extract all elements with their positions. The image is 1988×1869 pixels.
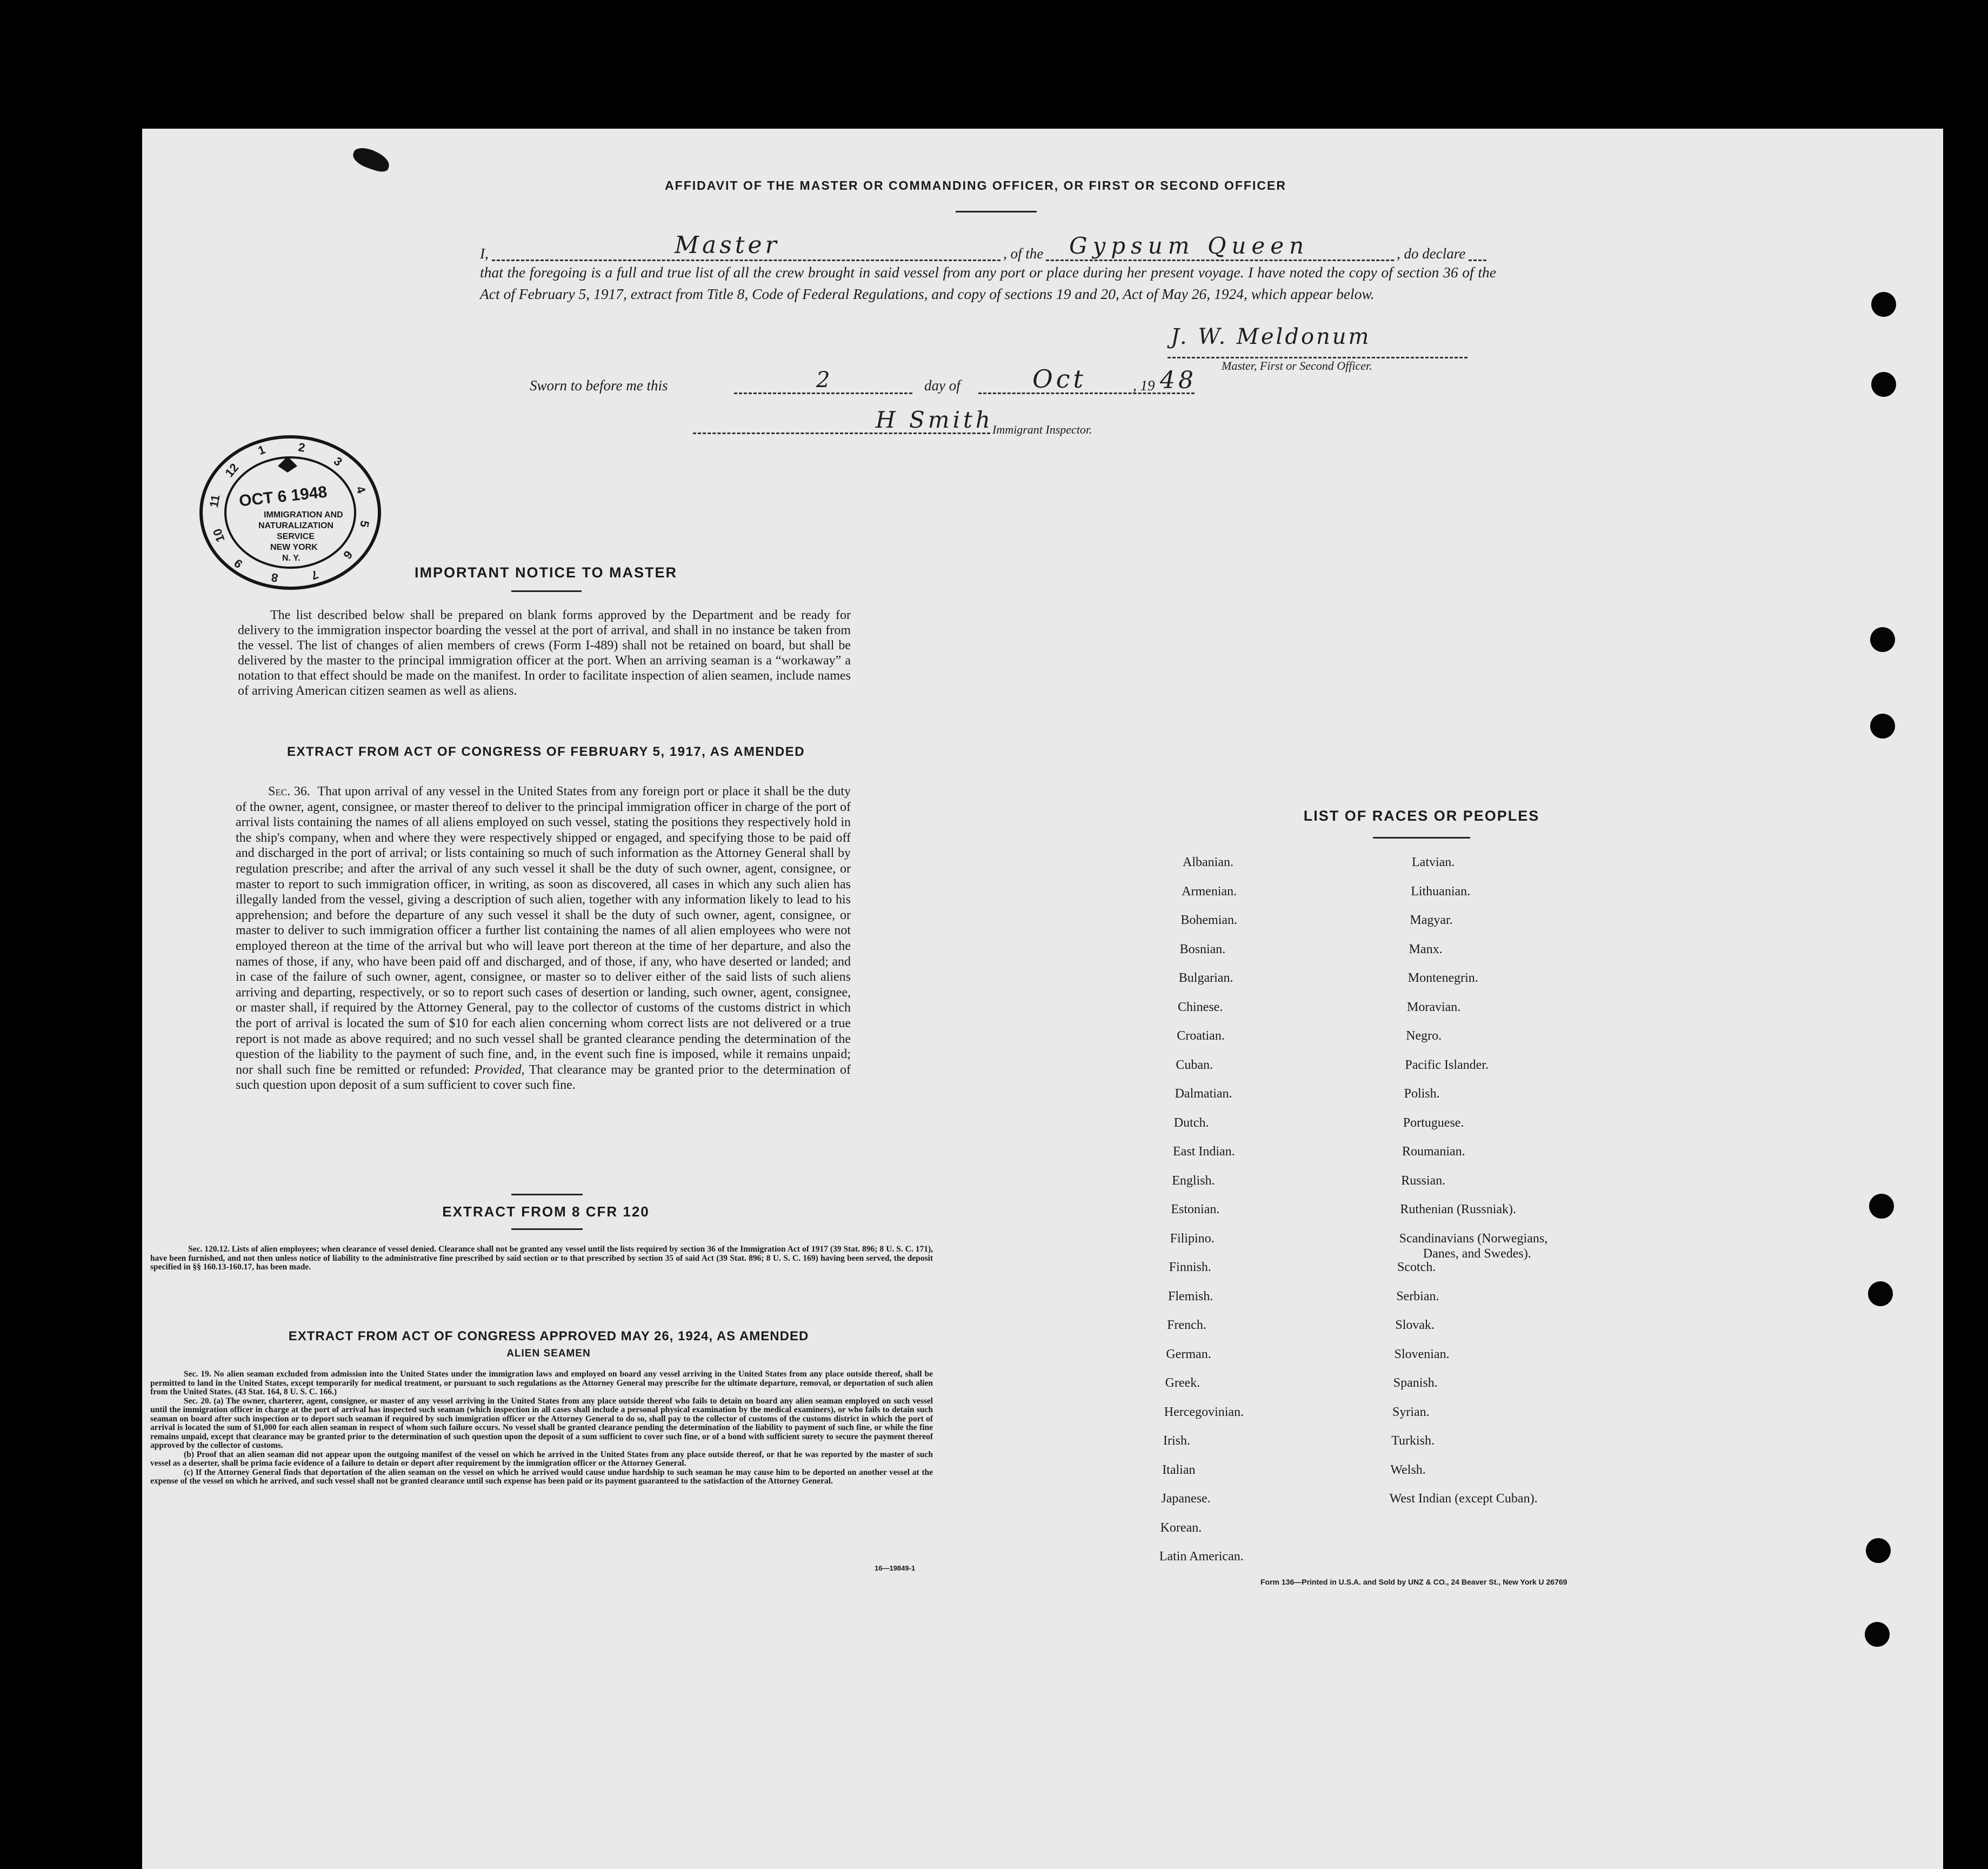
stamp-ring-number: 7 xyxy=(309,567,321,582)
punch-hole xyxy=(1865,1622,1890,1647)
sec-20b-text: (b) Proof that an alien seaman did not appear upon the outgoing manifest of the vessel on which he arrived in the United States from any place outside thereof, or that he was reported by the master of such vessel as a deserter, shall be prima facie evidence of a failure to detain or deport after requirement by the immigration officer or the Attorney General. xyxy=(150,1449,933,1468)
signature-caption: Master, First or Second Officer. xyxy=(1222,359,1372,373)
title-rule xyxy=(956,211,1037,212)
race-item: Russian. xyxy=(1401,1173,1446,1188)
race-item: Italian xyxy=(1162,1462,1196,1477)
race-item: Slovenian. xyxy=(1394,1347,1450,1361)
notice-rule xyxy=(511,590,582,592)
punch-hole xyxy=(1871,292,1896,317)
month-handwriting: Oct xyxy=(1032,364,1086,394)
race-item: Korean. xyxy=(1160,1520,1202,1535)
race-item: Flemish. xyxy=(1168,1289,1213,1303)
race-item: Latin American. xyxy=(1159,1549,1244,1564)
stamp-ring-number: 8 xyxy=(270,570,279,586)
form-code: 16—19849-1 xyxy=(875,1564,916,1572)
stamp-ring-number: 10 xyxy=(210,527,228,544)
of-the-label: , of the xyxy=(1001,245,1045,262)
stamp-line2: NATURALIZATION xyxy=(258,521,333,530)
notice-title: IMPORTANT NOTICE TO MASTER xyxy=(415,564,677,581)
i-label: I, xyxy=(480,245,489,262)
stamp-line3: SERVICE xyxy=(277,532,315,541)
race-item: Turkish. xyxy=(1391,1434,1435,1448)
cfr-title: EXTRACT FROM 8 CFR 120 xyxy=(442,1203,650,1220)
race-item: Lithuanian. xyxy=(1411,884,1471,899)
stamp-ring-number: 4 xyxy=(353,484,369,496)
extract-1924-text xyxy=(150,1370,933,1486)
race-item: Polish. xyxy=(1404,1087,1440,1101)
race-item: Welsh. xyxy=(1390,1462,1426,1477)
inspector-caption: Immigrant Inspector. xyxy=(992,423,1092,436)
race-item: Scotch. xyxy=(1397,1260,1436,1274)
race-item: Syrian. xyxy=(1392,1405,1430,1419)
punch-hole xyxy=(1871,372,1896,397)
race-item: French. xyxy=(1167,1318,1206,1332)
sec-20c-text: (c) If the Attorney General finds that deportation of the alien seaman on the vessel on which he arrived would cause undue hardship to such seaman he may cause him to be deported on another vessel at the expense of the vessel on which he arrived, and such vessel shall not be granted clearance until such expense has been paid or its payment guaranteed to the satisfaction of the Attorney General. xyxy=(150,1467,933,1486)
cfr-rule xyxy=(511,1228,583,1230)
sec-20a-text: Sec. 20. (a) The owner, charterer, agent, consignee, or master of any vessel arriving in the United States from any place outside thereof who fails to detain on board any alien seaman employed on such vessel until the immigration officer in charge at the port of arrival has inspected such seaman (which inspection in all cases shall include a personal physical examination by the medical examiners), or who fails to detain such seaman on board after such inspection or to deport such seaman if required by such immigration officer or the Attorney General to do so, shall pay to the collector of customs of the customs district in which the port of arrival is located the sum of $1,000 for each alien seaman in respect of whom such failure occurs. No vessel shall be granted clearance pending the determination of the liability to payment of such fine, or while the fine remains unpaid, except that clearance may be granted prior to the determination of such question upon the deposit of a sum sufficient to cover such fine, or of a bond with sufficient surety to secure the payment thereof approved by the collector of customs. xyxy=(150,1396,933,1450)
provided-word: Provided, xyxy=(474,1062,525,1077)
stamp-ring-number: 9 xyxy=(231,556,245,571)
year-handwriting: 48 xyxy=(1160,367,1197,394)
race-item: Estonian. xyxy=(1171,1202,1220,1216)
races-rule xyxy=(1373,837,1470,839)
race-item: Hercegovinian. xyxy=(1164,1405,1244,1419)
race-item: Bulgarian. xyxy=(1178,971,1233,985)
stamp-line1: IMMIGRATION AND xyxy=(264,510,343,520)
extract-1917-text xyxy=(236,784,851,1093)
race-item: Negro. xyxy=(1406,1029,1442,1043)
sworn-line xyxy=(530,364,1222,403)
race-item: Bosnian. xyxy=(1179,942,1226,956)
declare-label: , do declare xyxy=(1395,245,1467,262)
race-item: Moravian. xyxy=(1407,1000,1461,1014)
race-item: Slovak. xyxy=(1395,1318,1435,1332)
race-item: English. xyxy=(1172,1173,1215,1188)
affidavit-line1 xyxy=(480,232,1496,265)
name-blank xyxy=(492,244,1486,261)
race-item: Filipino. xyxy=(1170,1231,1215,1246)
stamp-ring-number: 1 xyxy=(256,443,267,458)
race-item: East Indian. xyxy=(1173,1145,1235,1159)
races-title: LIST OF RACES OR PEOPLES xyxy=(1303,808,1540,824)
race-item: Roumanian. xyxy=(1402,1145,1465,1159)
race-item: West Indian (except Cuban). xyxy=(1389,1492,1538,1506)
race-item: Finnish. xyxy=(1169,1260,1211,1274)
stamp-ring-number: 2 xyxy=(297,440,306,455)
punch-hole xyxy=(1868,1281,1893,1306)
extract-1924-title: EXTRACT FROM ACT OF CONGRESS APPROVED MAY 26, 1924, AS AMENDED xyxy=(288,1329,809,1343)
punch-hole xyxy=(1866,1538,1891,1563)
race-item: Bohemian. xyxy=(1180,913,1238,927)
punch-hole xyxy=(1870,627,1895,652)
race-item: Spanish. xyxy=(1393,1376,1438,1390)
race-item: Magyar. xyxy=(1410,913,1453,927)
race-item: Greek. xyxy=(1165,1376,1200,1390)
race-item: Irish. xyxy=(1163,1434,1190,1448)
race-item: Manx. xyxy=(1409,942,1443,956)
race-item: Serbian. xyxy=(1396,1289,1439,1303)
race-item: Danes, and Swedes). xyxy=(1423,1246,1531,1261)
race-item: Scandinavians (Norwegians, xyxy=(1399,1231,1548,1246)
day-of-label: day of xyxy=(924,377,960,394)
race-item: Albanian. xyxy=(1183,855,1233,869)
race-item: Dalmatian. xyxy=(1175,1087,1232,1101)
punch-hole xyxy=(1869,1194,1894,1219)
printer-note: Form 136—Printed in U.S.A. and Sold by UNZ & CO., 24 Beaver St., New York U 26769 xyxy=(1260,1578,1567,1586)
race-item: Dutch. xyxy=(1173,1115,1209,1130)
race-item: Chinese. xyxy=(1178,1000,1223,1014)
year-prefix: , 19 xyxy=(1133,377,1155,394)
sec-36-text: That upon arrival of any vessel in the United States from any foreign port or place it shall be the duty of the owner, agent, consignee, or master thereof to deliver to the principal immigration officer in charge of the port of arrival lists containing the names of all aliens employed on such vessel, stating the positions they respectively hold in the ship's company, when and where they were respectively shipped or engaged, and specifying those to be paid off and discharged in the port of arrival; or lists containing so much of such information as the Attorney General shall by regulation prescribe; and after the arrival of any such vessel it shall be the duty of such owner, agent, consignee, or master to report to such immigration officer, in writing, as soon as discovered, all cases in which any such alien has illegally landed from the vessel, giving a description of such alien, together with any information likely to lead to his apprehension; and before the departure of any such vessel it shall be the duty of such owner, agent, consignee, or master to deliver to such immigration officer a further list containing the names of all alien employees who were not employed thereon at the time of the arrival but who will leave port thereon at the time of her departure, and also the names of those, if any, who have been paid off and discharged, and of those, if any, who have deserted or landed; and in case of the failure of such owner, agent, consignee, or master so to deliver either of the said lists of such aliens arriving and departing, respectively, or so to report such cases of desertion or landing, such owner, agent, consignee, or master shall, if required by the Attorney General, pay to the collector of customs of the customs district in which the port of arrival is located the sum of $10 for each alien concerning whom correct lists are not delivered or a true report is not made as above required; and no such vessel shall be granted clearance pending the determination of the question of the liability to the payment of such fine, and, in the event such fine is imposed, while it remains unpaid; nor shall such fine be remitted or refunded: xyxy=(236,784,851,1077)
sworn-label: Sworn to before me this xyxy=(530,377,668,394)
extract-1924-subtitle: ALIEN SEAMEN xyxy=(506,1348,591,1359)
sec-19-text: Sec. 19. No alien seaman excluded from admission into the United States under the immigration laws and employed on board any vessel arriving in the United States from any place outside thereof, shall be permitted to land in the United States, except temporarily for medical treatment, or pursuant to such regulations as the Attorney General may prescribe for the ultimate departure, removal, or deportation of such alien from the United States. (43 Stat. 164, 8 U. S. C. 166.) xyxy=(150,1369,933,1396)
sec-36-text-end: That clearance may be granted prior to the determination of such question upon deposit of a sum sufficient to cover such fine. xyxy=(236,1062,851,1093)
race-item: Montenegrin. xyxy=(1407,971,1478,985)
race-item: Pacific Islander. xyxy=(1405,1057,1489,1072)
race-item: Armenian. xyxy=(1182,884,1237,899)
race-item: Latvian. xyxy=(1412,855,1455,869)
inspector-signature: H Smith xyxy=(876,407,993,433)
stamp-ring-number: 3 xyxy=(331,454,345,469)
stamp-line4: NEW YORK xyxy=(270,543,318,552)
race-item: Japanese. xyxy=(1161,1492,1211,1506)
stamp-line5: N. Y. xyxy=(282,554,301,563)
sec-36-label: Sec. 36. xyxy=(268,784,310,799)
extract-1917-rule xyxy=(511,1194,583,1195)
affidavit-body: that the foregoing is a full and true list of all the crew brought in said vessel from any port or place during her present voyage. I have noted the copy of section 36 of the Act of February 5, 1917, extract from Title 8, Code of Federal Regulations, and copy of sections 19 and 20, Act of May 26, 1924, which appear below. xyxy=(480,264,1496,302)
master-signature: J. W. Meldonum xyxy=(1171,324,1371,349)
stamp-date: OCT 6 1948 xyxy=(238,483,328,510)
cfr-text: Sec. 120.12. Lists of alien employees; when clearance of vessel denied. Clearance shall not be granted any vessel until the lists required by section 36 of the Immigration Act of 1917 (39 Stat. 896; 8 U. S. C. 171), have been furnished, and not then unless notice of liability to the administrative fine prescribed by said section or to that prescribed by section 35 of said Act (39 Stat. 896; 8 U. S. C. 169) having been served, the deposit specified in §§ 160.13-160.17, has been made. xyxy=(150,1245,933,1272)
notice-text: The list described below shall be prepared on blank forms approved by the Department and be ready for delivery to the immigration inspector boarding the vessel at the port of arrival, and shall in no instance be taken from the vessel. The list of changes of alien members of crews (Form I-489) shall not be retained on board, but shall be delivered by the master to the principal immigration officer at the port. When an arriving seaman is a “workaway” a notation to that effect should be made on the manifest. In order to facilitate inspection of alien seamen, include names of arriving American citizen seamen as well as aliens. xyxy=(238,608,851,698)
stamp-ring-number: 11 xyxy=(206,494,223,509)
immigration-stamp xyxy=(196,431,385,594)
stamp-ring-number: 5 xyxy=(357,519,372,529)
vessel-handwriting: Gypsum Queen xyxy=(1069,232,1310,259)
race-item: Portuguese. xyxy=(1403,1115,1464,1130)
punch-hole xyxy=(1870,714,1895,739)
race-item: Cuban. xyxy=(1176,1057,1213,1072)
name-handwriting: Master xyxy=(675,231,780,259)
stamp-ring-number: 12 xyxy=(222,460,242,480)
race-item: Croatian. xyxy=(1177,1029,1225,1043)
race-item: German. xyxy=(1166,1347,1211,1361)
stamp-ring-number: 6 xyxy=(340,548,355,562)
race-item: Ruthenian (Russniak). xyxy=(1400,1202,1517,1216)
extract-1917-title: EXTRACT FROM ACT OF CONGRESS OF FEBRUARY 5, 1917, AS AMENDED xyxy=(286,744,805,759)
day-handwriting: 2 xyxy=(816,368,833,393)
affidavit-title: AFFIDAVIT OF THE MASTER OR COMMANDING OFFICER, OR FIRST OR SECOND OFFICER xyxy=(665,178,1286,192)
